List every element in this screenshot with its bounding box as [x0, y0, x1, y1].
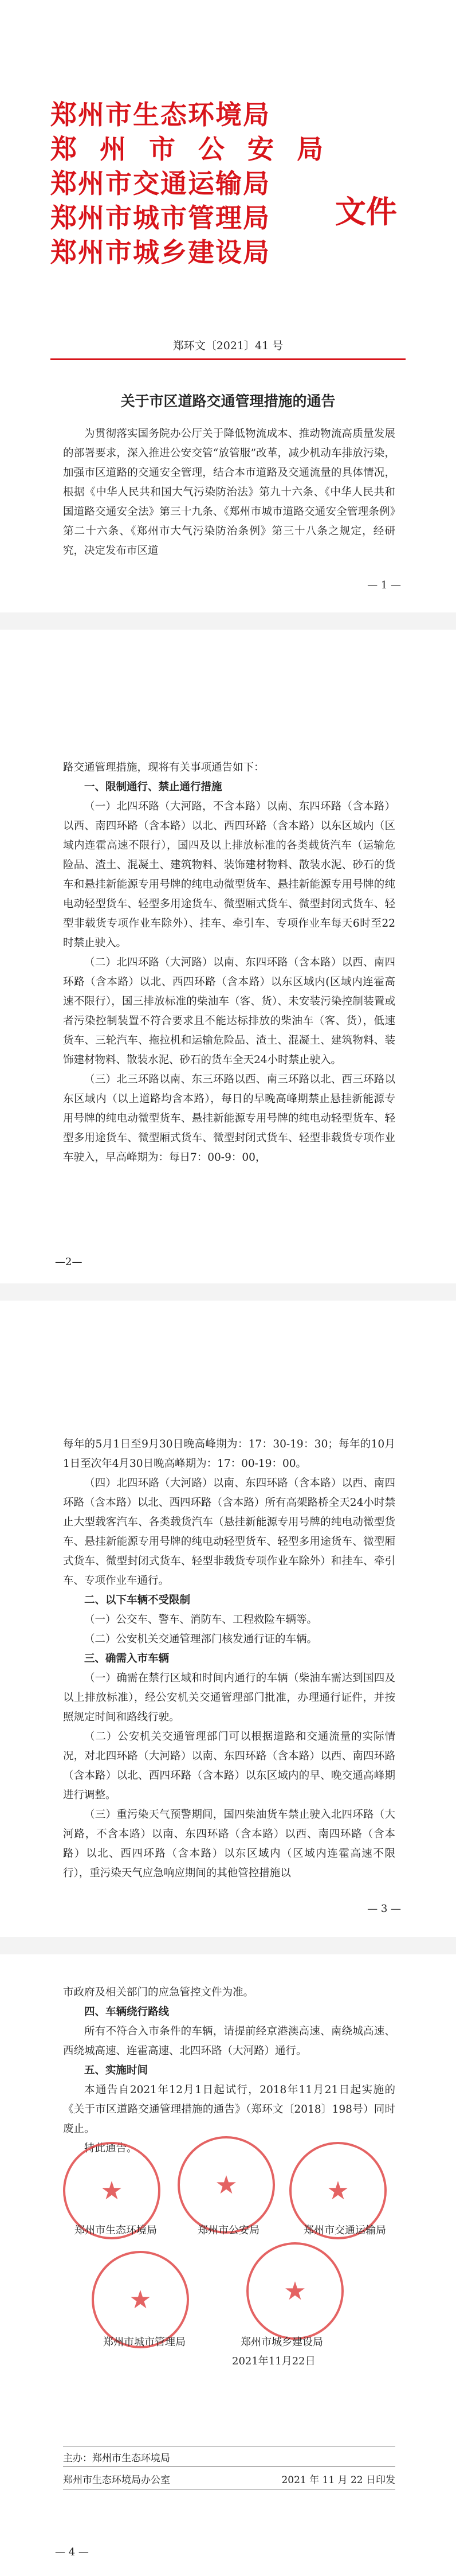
issuer-line: 郑州市城乡建设局: [50, 237, 270, 268]
body-paragraph: 为贯彻落实国务院办公厅关于降低物流成本、推动物流高质量发展的部署要求，深入推进公安交管“放管服”改革，减少机动车排放污染，加强市区道路的交通安全管理，结合本市道路及交通流量的具体情况，根据《中华人民共和国大气污染防治法》第九十六条、《中华人民共和国道路交通安全法》第三十九条、《郑州市城市道路交通安全管理条例》第二十六条、《郑州市大气污染防治条例》第三十八条之规定，经研究，决定发布市区道: [63, 428, 395, 557]
official-seal: ★: [246, 2242, 344, 2340]
issuer-line: 郑州市交通运输局: [50, 168, 270, 199]
page-number: — 3 —: [367, 1903, 401, 1915]
body-paragraph: 所有不符合入市条件的车辆，请提前经京港澳高速、南绕城高速、西绕城高速、连霍高速、北四环路（大河路）通行。: [63, 2025, 395, 2057]
body-paragraph: （一）公交车、警车、消防车、工程救险车辆等。: [84, 1614, 318, 1626]
section-heading: 五、实施时间: [84, 2064, 148, 2077]
body-paragraph: （三）北三环路以南、东三环路以西、南三环路以北、西三环路以东区域内（以上道路均含本路），每日的早晚高峰期禁止悬挂新能源专用号牌的纯电动微型货车、悬挂新能源专用号牌的纯电动轻型货车、轻型多用途货车、微型厢式货车、微型封闭式货车、轻型非载货专项作业车驶入，早高峰期为：每日7：00-9：00，: [63, 1074, 395, 1164]
body-paragraph: （二）公安机关交通管理部门核发通行证的车辆。: [84, 1633, 318, 1645]
body-paragraph: （二）北四环路（大河路）以南、东四环路（含本路）以西、南四环路（含本路）以北、西四环路（含本路）以东区域内(区域内连霍高速不限行），国三排放标准的柴油车（客、货）、未安装污染控制装置或者污染控制装置不符合要求且不能达标排放的柴油车（客、货），低速货车、三轮汽车、拖拉机和运输危险品、渣土、混凝土、建筑物料、装饰建材物料、散装水泥、砂石的货车全天24小时禁止驶入。: [63, 957, 395, 1066]
footer-cc: 主办：郑州市生态环境局: [63, 2453, 170, 2464]
notice-title: 关于市区道路交通管理措施的通告: [120, 393, 336, 409]
page-number: — 4 —: [55, 2546, 89, 2558]
page4-body: [63, 1983, 395, 2159]
body-paragraph: （一）确需在禁行区域和时间内通行的车辆（柴油车需达到国四及以上排放标准），经公安机关交通管理部门批准，办理通行证件，并按照规定时间和路线行驶。: [63, 1672, 395, 1723]
footer-print-date: 2021 年 11 月 22 日印发: [281, 2474, 395, 2486]
body-paragraph: 本通告自2021年12月1日起试行，2018年11月21日起实施的《关于市区道路交通管理措施的通告》（郑环文〔2018〕198号）同时废止。: [63, 2084, 395, 2135]
signature-block: [57, 2136, 401, 2377]
body-paragraph: （三）重污染天气预警期间，国四柴油货车禁止驶入北四环路（大河路，不含本路）以南、东四环路（含本路）以西、南四环路（含本路）以北、西四环路（含本路）以东区域内（区域内连霍高速不限行），重污染天气应急响应期间的其他管控措施以: [63, 1809, 395, 1879]
page-gap: [0, 612, 456, 630]
footer-office: 郑州市生态环境局办公室: [63, 2474, 170, 2486]
official-seal: ★: [92, 2251, 189, 2348]
issuer-header: [50, 97, 406, 270]
doc-number: 郑环文〔2021〕41 号: [172, 339, 284, 352]
signature-date: 2021年11月22日: [232, 2355, 316, 2367]
signature-label: 郑州市生态环境局: [74, 2224, 157, 2237]
signature-label: 郑州市公安局: [198, 2224, 260, 2237]
signature-label: 郑州市交通运输局: [304, 2224, 386, 2237]
page-number: — 1 —: [367, 579, 401, 591]
body-paragraph: 市政府及相关部门的应急管控文件为准。: [63, 1986, 254, 1999]
red-divider: [50, 358, 406, 360]
section-heading: 二、以下车辆不受限制: [84, 1594, 191, 1606]
signature-label: 郑州市城市管理局: [103, 2336, 186, 2348]
signature-label: 郑州市城乡建设局: [241, 2336, 323, 2348]
issuer-line: 郑 州 市 公 安 局: [50, 134, 331, 165]
body-paragraph: 每年的5月1日至9月30日晚高峰期为：17：30-19：30；每年的10月1日至次年4月30日晚高峰期为：17：00-19：00。: [63, 1438, 395, 1470]
page-gap: [0, 1283, 456, 1301]
section-heading: 四、车辆绕行路线: [84, 2006, 170, 2018]
official-seal: ★: [178, 2136, 275, 2234]
page2-body: [63, 758, 395, 1168]
section-heading: 一、限制通行、禁止通行措施: [84, 781, 222, 793]
body-paragraph: （二）公安机关交通管理部门可以根据道路和交通流量的实际情况，对北四环路（大河路）以南、东四环路（含本路）以西、南四环路（含本路）以北、西四环路（含本路）以东区域内的早、晚交通高峰期进行调整。: [63, 1731, 395, 1801]
page3-body: [63, 1435, 395, 1883]
page-gap: [0, 1937, 456, 1954]
page1-body: [63, 424, 395, 561]
wenjian-mark: 文件: [335, 193, 397, 230]
page-number: —2—: [55, 1256, 82, 1268]
body-paragraph: （四）北四环路（大河路）以南、东四环路（含本路）以西、南四环路（含本路）以北、西四环路（含本路）所有高架路桥全天24小时禁止大型载客汽车、各类载货汽车（悬挂新能源专用号牌的纯电动微型货车、悬挂新能源专用号牌的纯电动轻型货车、轻型多用途货车、微型厢式货车、微型封闭式货车、轻型非载货专项作业车除外）和挂车、牵引车、专项作业车通行。: [63, 1477, 395, 1587]
body-paragraph: 路交通管理措施，现将有关事项通告如下：: [63, 762, 265, 774]
section-heading: 三、确需入市车辆: [84, 1653, 170, 1665]
official-seal: ★: [289, 2142, 387, 2239]
issuer-line: 郑州市城市管理局: [50, 202, 270, 233]
body-paragraph: 特此通告。: [84, 2142, 137, 2155]
official-seal: ★: [63, 2142, 160, 2239]
body-paragraph: （一）北四环路（大河路，不含本路）以南、东四环路（含本路）以西、南四环路（含本路）以北、西四环路（含本路）以东区域内（区域内连霍高速不限行），国四及以上排放标准的各类载货汽车（运输危险品、渣土、混凝土、建筑物料、装饰建材物料、散装水泥、砂石的货车和悬挂新能源专用号牌的纯电动微型货车、悬挂新能源专用号牌的纯电动轻型货车、轻型多用途货车、微型厢式货车、微型封闭式货车、轻型非载货专项作业车除外）、挂车、牵引车、专项作业车每天6时至22时禁止驶入。: [63, 801, 395, 949]
issuer-line: 郑州市生态环境局: [50, 99, 270, 130]
